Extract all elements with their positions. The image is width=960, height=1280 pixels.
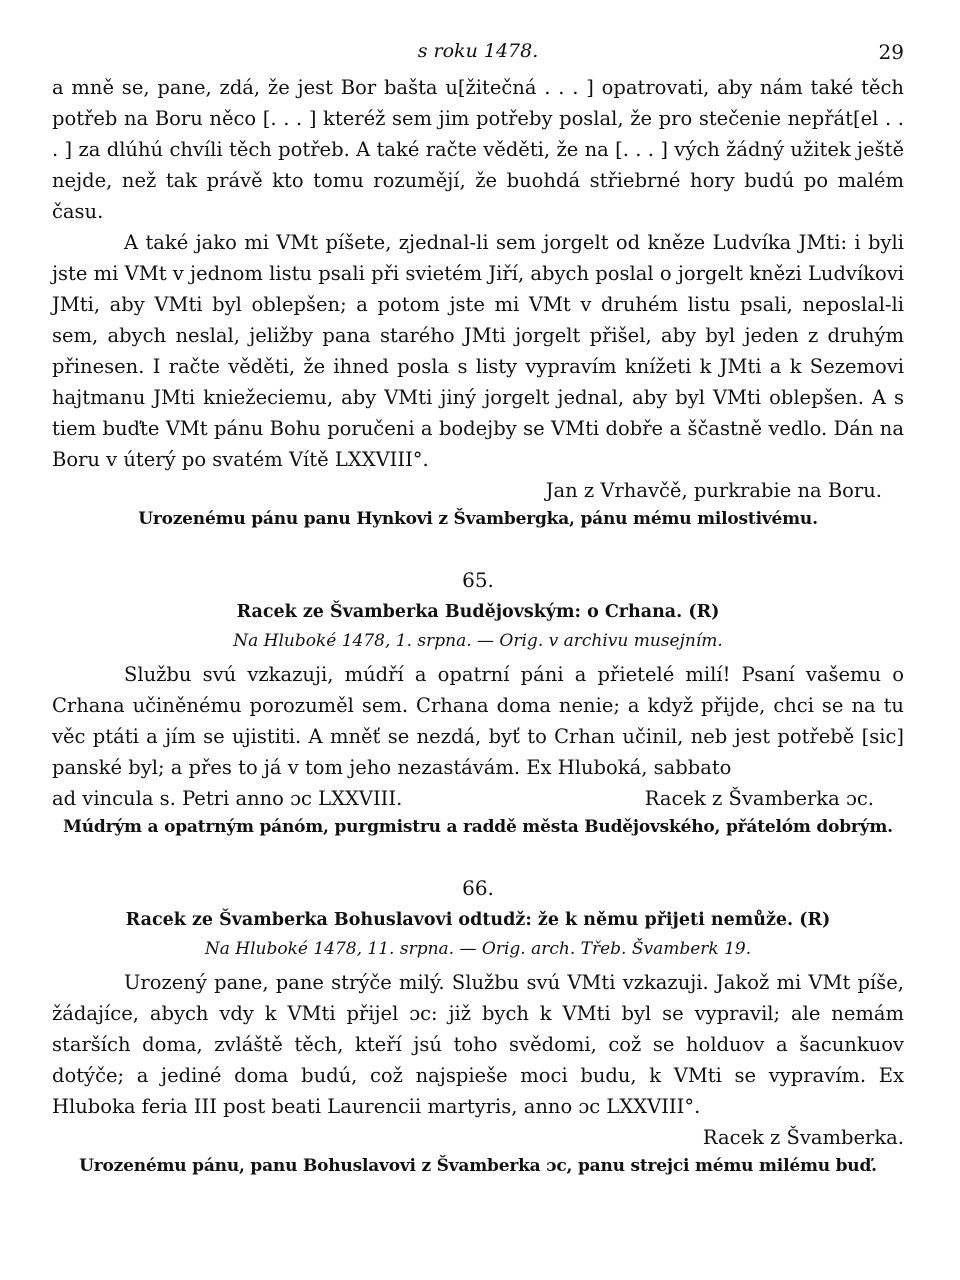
closing-line — [52, 783, 904, 814]
address-line: Urozenému pánu panu Hynkovi z Švambergka, pánu mému milostivému. — [138, 509, 818, 529]
document-66 — [52, 871, 904, 1180]
paragraph: A také jako mi VMt píšete, zjednal-li sem jorgelt od kněze Ludvíka JMti: i byli jste mi VMt v jednom listu psali při svietém Jiří, abych poslal o jorgelt knězi Ludvíkovi JMti, aby VMti byl oblepšen; a potom jste mi VMt v druhém listu psali, neposlal-li sem, abych neslal, jeližby pana starého JMti jorgelt přišel, aby byl jeden z druhým přinesen. I račte věděti, že ihned posla s listy vypravím knížeti k JMti a k Sezemovi hajtmanu JMti kniežeciemu, aby VMti jiný jorgelt jednal, aby byl VMti oblepšen. A s tiem buďte VMt pánu Bohu poručeni a bodejby se VMti dobře a ščastně vedlo. Dán na Boru v úterý po svatém Vítě LXXVIII°. — [52, 231, 904, 471]
page — [52, 36, 904, 1180]
address-line: Urozenému pánu, panu Bohuslavovi z Švamberka ɔc, panu strejci mému milému buď. — [79, 1156, 877, 1176]
paragraph: a mně se, pane, zdá, že jest Bor bašta u[žitečná . . . ] opatrovati, aby nám také těch potřeb na Boru něco [. . . ] kteréž sem jim potřeby poslal, že pro stečenie nepřát[el . . . ] za dlúhú chvíli těch potřeb. A také račte věděti, že na [. . . ] vých žádný užitek ještě nejde, než tak právě kto tomu rozumějí, že buohdá střiebrné hory budú po malém času. — [52, 76, 904, 223]
running-head — [52, 36, 904, 72]
letter-64-continuation — [52, 72, 904, 533]
document-source: Na Hluboké 1478, 1. srpna. — Orig. v archivu musejním. — [233, 631, 723, 651]
signature: Jan z Vrhavčě, purkrabie na Boru. — [545, 479, 882, 502]
document-number: 65. — [462, 568, 494, 592]
paragraph: Urozený pane, pane strýče milý. Službu svú VMti vzkazuji. Jakož mi VMt píše, žádajíce, abych vdy k VMti přijel ɔc: již bych k VMti byl se vypravil; ale nemám starších doma, zvláště těch, kteří jsú toho svědomi, což se holduov a šacunkuov dotýče; a jediné doma budú, což najspieše moci budu, k VMti se vypravím. Ex Hluboka feria III post beati Laurencii martyris, anno ɔc LXXVIII°. — [52, 971, 904, 1118]
running-title: s roku 1478. — [417, 40, 539, 62]
document-source: Na Hluboké 1478, 11. srpna. — Orig. arch. Třeb. Švamberk 19. — [204, 939, 752, 959]
signature: Racek z Švamberka. — [702, 1126, 904, 1149]
address-line: Múdrým a opatrným pánóm, purgmistru a raddě města Budějovského, přátelóm dobrým. — [63, 817, 893, 837]
document-65 — [52, 563, 904, 841]
paragraph: Službu svú vzkazuji, múdří a opatrní páni a přietelé milí! Psaní vašemu o Crhana učiněnému porozuměl sem. Crhana doma nenie; a když přijde, chci se na tu věc ptáti a jím se ujistiti. A mněť se nezdá, byť to Crhan učinil, neb jest potřebě [sic] panské byl; a přes to já v tom jeho nezastávám. Ex Hluboká, sabbato — [52, 663, 904, 779]
document-title: Racek ze Švamberka Bohuslavovi odtudž: že k němu přijeti nemůže. (R) — [125, 910, 831, 930]
signature: Racek z Švamberka ɔc. — [644, 787, 874, 810]
closing-text: ad vincula s. Petri anno ɔc LXXVIII. — [52, 787, 403, 810]
document-title: Racek ze Švamberka Budějovským: o Crhana. (R) — [236, 602, 720, 622]
page-number: 29 — [878, 40, 904, 64]
document-number: 66. — [462, 876, 494, 900]
